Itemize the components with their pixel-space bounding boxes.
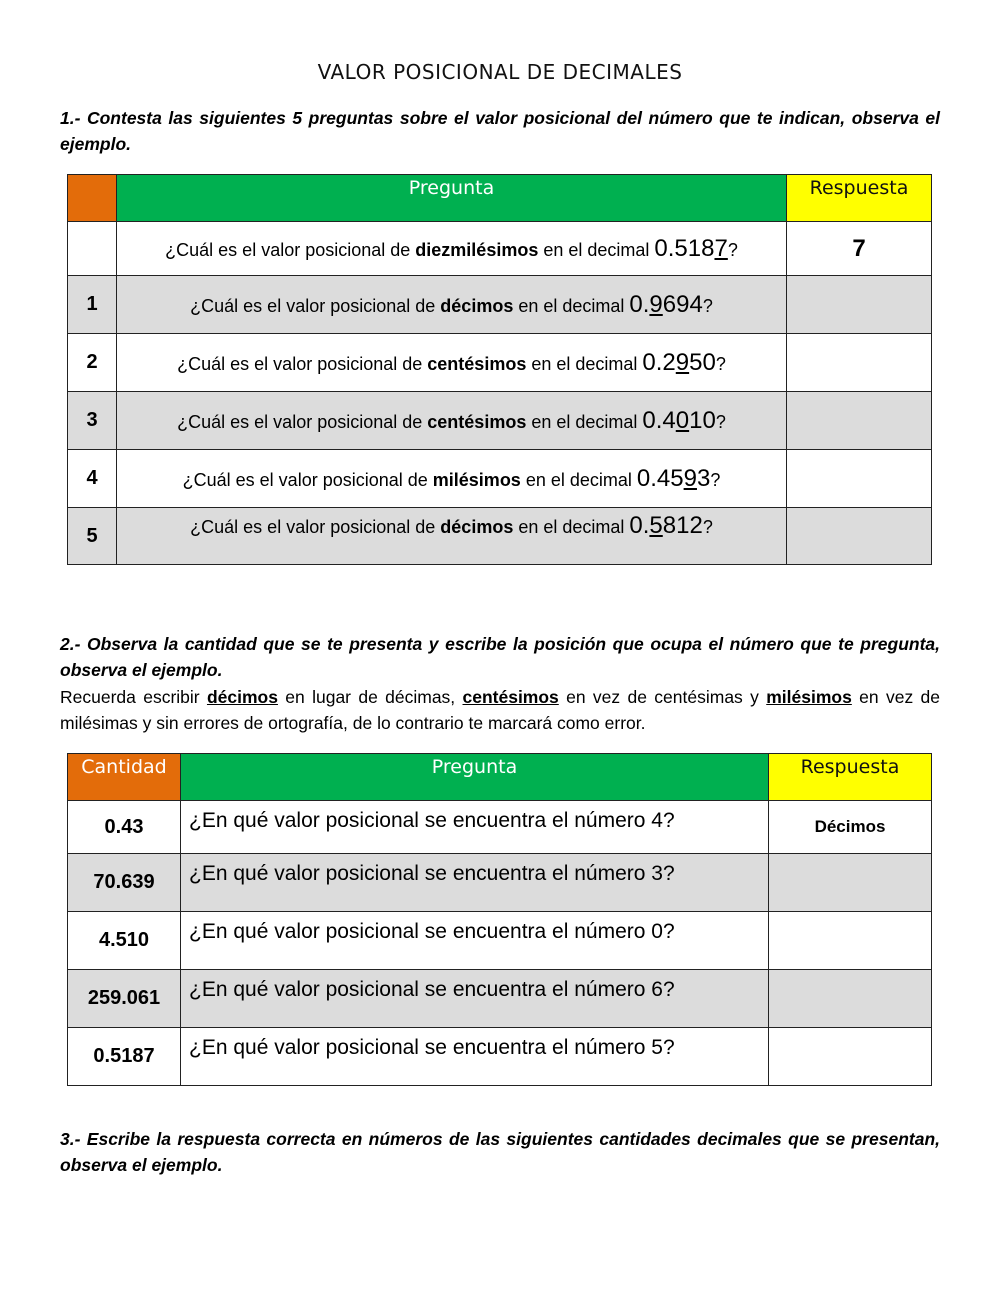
keyword-milesimos: milésimos <box>766 687 852 707</box>
answer-input[interactable] <box>769 1028 932 1086</box>
decimal-number: 0.9694 <box>629 290 703 318</box>
question-cell: ¿Cuál es el valor posicional de centésimos en el decimal 0.4010? <box>117 392 787 450</box>
place-name: décimos <box>440 295 514 316</box>
table-row <box>68 912 932 970</box>
keyword-centesimos: centésimos <box>462 687 559 707</box>
section2-table <box>67 753 932 1086</box>
answer-input[interactable] <box>787 334 932 392</box>
row-number: 5 <box>68 508 117 565</box>
decimal-number: 0.5187 <box>654 234 728 262</box>
row-number <box>68 222 117 276</box>
answer-input[interactable] <box>787 450 932 508</box>
respuesta-header: Respuesta <box>769 754 932 801</box>
table-row <box>68 508 932 565</box>
table-row <box>68 970 932 1028</box>
answer-input[interactable] <box>787 508 932 565</box>
answer-input[interactable] <box>769 970 932 1028</box>
underlined-digit: 5 <box>649 512 663 539</box>
cantidad-header: Cantidad <box>68 754 181 801</box>
question-cell: ¿En qué valor posicional se encuentra el número 4? <box>181 801 769 854</box>
question-cell: ¿Cuál es el valor posicional de diezmilésimos en el decimal 0.5187? <box>117 222 787 276</box>
answer-input[interactable] <box>769 854 932 912</box>
row-number: 1 <box>68 276 117 334</box>
place-name: milésimos <box>432 469 521 490</box>
quantity-cell: 70.639 <box>68 854 181 912</box>
underlined-digit: 9 <box>675 348 690 376</box>
answer-input[interactable] <box>787 392 932 450</box>
question-cell: ¿Cuál es el valor posicional de décimos en el decimal 0.5812? <box>117 508 787 565</box>
section2-header-row <box>68 754 932 801</box>
section2-instruction: 2.- Observa la cantidad que se te presenta y escribe la posición que ocupa el número que te pregunta, observa el ejemplo. <box>60 634 940 680</box>
answer-input[interactable] <box>787 276 932 334</box>
underlined-digit: 7 <box>714 234 728 262</box>
table-row <box>68 392 932 450</box>
section3-instruction: 3.- Escribe la respuesta correcta en números de las siguientes cantidades decimales que se presentan, observa el ejemplo. <box>60 1129 940 1175</box>
underlined-digit: 0 <box>675 406 690 434</box>
question-cell: ¿En qué valor posicional se encuentra el número 6? <box>181 970 769 1028</box>
table-row <box>68 222 932 276</box>
page-title: VALOR POSICIONAL DE DECIMALES <box>317 60 683 84</box>
question-cell: ¿En qué valor posicional se encuentra el número 3? <box>181 854 769 912</box>
answer-cell: 7 <box>787 222 932 276</box>
decimal-number: 0.4593 <box>636 464 711 492</box>
question-cell: ¿Cuál es el valor posicional de milésimos en el decimal 0.4593? <box>117 450 787 508</box>
decimal-number: 0.2950 <box>642 348 716 376</box>
section1-header-row <box>68 175 932 222</box>
quantity-cell: 0.5187 <box>68 1028 181 1086</box>
place-name: centésimos <box>427 411 527 432</box>
section1-corner-header <box>68 175 117 222</box>
table-row <box>68 450 932 508</box>
underlined-digit: 9 <box>683 464 697 492</box>
pregunta-header: Pregunta <box>117 175 787 222</box>
table-row <box>68 276 932 334</box>
place-name: décimos <box>440 517 514 537</box>
table-row <box>68 854 932 912</box>
question-cell: ¿Cuál es el valor posicional de centésimos en el decimal 0.2950? <box>117 334 787 392</box>
question-middle: en el decimal <box>538 239 655 260</box>
section1-table <box>67 174 932 565</box>
answer-input[interactable] <box>769 912 932 970</box>
quantity-cell: 259.061 <box>68 970 181 1028</box>
row-number: 4 <box>68 450 117 508</box>
question-cell: ¿Cuál es el valor posicional de décimos en el decimal 0.9694? <box>117 276 787 334</box>
underlined-digit: 9 <box>649 290 663 318</box>
question-cell: ¿En qué valor posicional se encuentra el número 0? <box>181 912 769 970</box>
table-row <box>68 1028 932 1086</box>
pregunta-header: Pregunta <box>181 754 769 801</box>
row-number: 2 <box>68 334 117 392</box>
respuesta-header: Respuesta <box>787 175 932 222</box>
place-name: diezmilésimos <box>415 239 539 260</box>
table-row <box>68 801 932 854</box>
quantity-cell: 0.43 <box>68 801 181 854</box>
place-name: centésimos <box>427 353 527 374</box>
decimal-number: 0.4010 <box>642 406 716 434</box>
answer-cell: Décimos <box>769 801 932 854</box>
quantity-cell: 4.510 <box>68 912 181 970</box>
row-number: 3 <box>68 392 117 450</box>
question-prefix: ¿Cuál es el valor posicional de <box>165 239 416 260</box>
decimal-number: 0.5812 <box>629 512 703 539</box>
keyword-decimos: décimos <box>206 687 278 707</box>
question-cell: ¿En qué valor posicional se encuentra el número 5? <box>181 1028 769 1086</box>
section2-reminder: Recuerda escribir décimos en lugar de décimas, centésimos en vez de centésimas y milésimos en vez de milésimas y sin errores de ortografía, de lo contrario te marcará como error. <box>60 687 941 733</box>
section1-instruction: 1.- Contesta las siguientes 5 preguntas sobre el valor posicional del número que te indican, observa el ejemplo. <box>60 108 940 154</box>
table-row <box>68 334 932 392</box>
